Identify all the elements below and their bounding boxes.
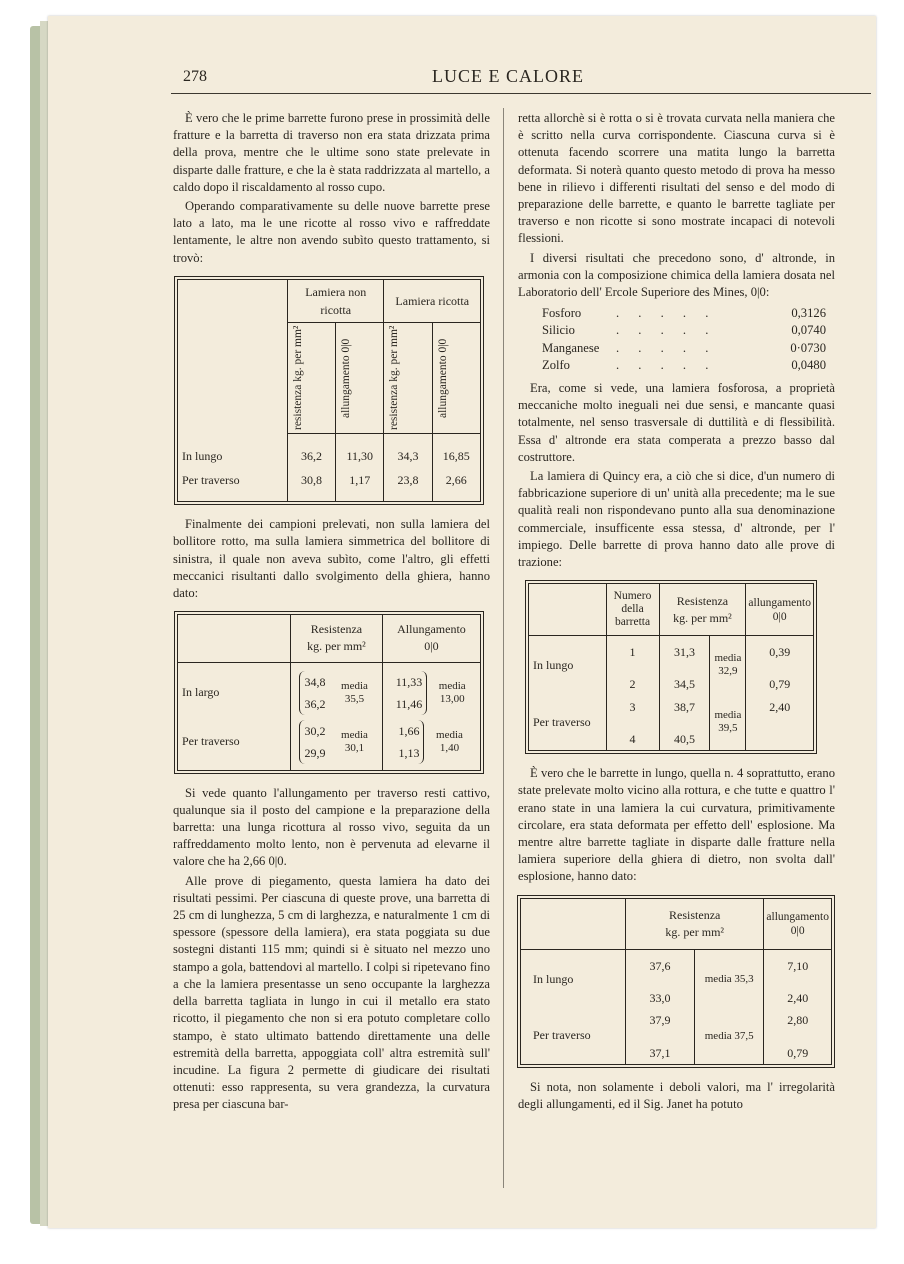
table-cell: 0,79: [746, 662, 813, 694]
table-row: [178, 433, 480, 466]
table-column-header: resistenza kg. per mm²: [291, 325, 304, 431]
table-cell: 16,85: [432, 433, 480, 466]
table-cell: 29,9: [304, 745, 326, 760]
table-cell: 2,40: [746, 695, 813, 717]
table-cell: 34,8: [304, 674, 326, 689]
table-cell: 23,8: [384, 466, 432, 501]
table-column-header: Resistenza: [310, 622, 363, 637]
paragraph: Alle prove di piegamento, questa lamiera ha dato dei risultati pessimi. Per ciascuna di queste prove, una barretta di 25 cm di lunghezza, 5 cm di larghezza, e naturalmente 1 cm di spessore (spessore della lamiera), era stata poggiata su due sostegni distanti 115 mm; quindi si è situato nel mezzo uno stampo a gola, battendovi al martello. I colpi si ripetevano fino a che la lamiera presentasse un seno occupante la larghezza della barretta tagliata in lungo in cui il metallo era stato ricotto, il piegamento che non si era potuto completare collo stampo, è stato ultimato battendo direttamente una delle estremità della barretta, appoggiata coll' altra estremità sull' incudine. La figura 2 permette di giudicare dei risultati ottenuti: esso rappresenta, su vera grandezza, la curvatura presa per ciascuna bar-: [173, 873, 490, 1112]
table-media: media 35,5: [341, 679, 368, 705]
element-name: Silicio: [542, 323, 575, 338]
element-name: Zolfo: [542, 357, 570, 372]
table-media: media 35,3: [695, 949, 764, 1008]
table-cell: 11,30: [336, 433, 384, 466]
element-value: 0·0730: [790, 340, 826, 355]
table-cell: 36,2: [304, 696, 326, 711]
table-cell: 11,46: [395, 696, 423, 711]
table-column-header: allungamento 0|0: [436, 338, 449, 418]
left-column: [173, 110, 490, 1116]
paragraph: Operando comparativamente su delle nuove barrette prese lato a lato, ma le une ricotte al rosso vivo e raffreddate lentamente, le altre non avendo subìto questo trattamento, si trovò:: [173, 199, 490, 265]
table-annealing: [177, 279, 481, 502]
list-item: Zolfo . . . . . 0,0480: [542, 357, 835, 374]
element-value: 0,0740: [791, 323, 826, 338]
table-cell: 38,7: [659, 695, 710, 717]
paragraph: Si nota, non solamente i deboli valori, ma l' irregolarità degli allungamenti, ed il Sig. Janet ha potuto: [518, 1079, 835, 1111]
page-number: 278: [183, 68, 207, 85]
header-rule: [171, 93, 871, 94]
table-column-header-unit: kg. per mm²: [665, 924, 724, 939]
table-cell: 0,39: [746, 636, 813, 663]
table-media: media 39,5: [710, 695, 746, 750]
table-row: [529, 636, 813, 663]
table-group-header: Lamiera ricotta: [384, 280, 480, 323]
paragraph: Si vede quanto l'allungamento per traverso resti cattivo, qualunque sia il posto del campione e la preparazione della barretta: una lunga ricottura al rosso vivo, seguita da un raffreddamento molto lento, non è pervenuta ad elevarne il valore che ha 2,66 0|0.: [173, 785, 490, 869]
table-column-header: Resistenza: [669, 907, 721, 922]
table-column-header-unit: kg. per mm²: [307, 639, 366, 654]
paragraph: La lamiera di Quincy era, a ciò che si dice, d'un numero di fabbricazione superiore di un' unità alla precedente; ma le sue qualità reali non rispondevano punto alla sua denominazione commerciale, insufficente essa stessa, d' altronde, per l' impiego. Delle barrette di prova hanno dato alle prove di trazione:: [518, 469, 835, 570]
table-media: media 30,1: [341, 728, 368, 754]
table-quincy-traction: [528, 583, 814, 751]
table-cell: 34,3: [384, 433, 432, 466]
row-label: In lungo: [529, 636, 606, 695]
list-item: Fosforo . . . . . 0,3126: [542, 305, 835, 322]
table-media: media 1,40: [436, 728, 463, 754]
paragraph: I diversi risultati che precedono sono, d' altronde, in armonia con la composizione chimica della lamiera dosata nel Laboratorio dell' Ercole Superiore des Mines, 0|0:: [518, 250, 835, 300]
table-cell: 2,80: [764, 1008, 831, 1030]
table-cell: 30,8: [287, 466, 335, 501]
row-label: In largo: [182, 685, 220, 700]
journal-page: [48, 16, 876, 1228]
table-symmetric-plate: [177, 614, 481, 770]
paragraph: È vero che le barrette in lungo, quella n. 4 soprattutto, erano state prelevate molto vicino alla rottura, e che tutte e quattro l' erano state in una lamiera la cui curvatura, primitivamente circolare, era stata deformata per effetto dell' esplosione. Ma mentre altre barrette tagliate in disparte dalle fratture nella lamiera superiore della ghiera di dietro, non svolta dall' esplosione, hanno dato:: [518, 766, 835, 884]
table-media: media 32,9: [710, 636, 746, 695]
element-value: 0,0480: [791, 357, 826, 372]
table-column-header: allungamento 0|0: [340, 338, 353, 418]
paragraph: Era, come si vede, una lamiera fosforosa, a proprietà meccaniche molto ineguali nei due sensi, e mancante quasi totalmente, nel senso trasversale di duttilità e di flessibilità. Essa d' altronde era stata comperata a prezzo basso dal costruttore.: [518, 381, 835, 464]
table-column-header-unit: kg. per mm²: [673, 610, 732, 625]
table-media: media 37,5: [695, 1008, 764, 1063]
table-cell: 37,6: [626, 949, 695, 976]
table-cell: 40,5: [659, 717, 710, 750]
table-column-header: Numero della barretta: [606, 584, 659, 636]
table-row: [178, 466, 480, 501]
table-group-header: Lamiera non ricotta: [287, 280, 383, 323]
row-label: Per traverso: [182, 473, 240, 488]
table-column-header: allungamento 0|0: [764, 899, 831, 950]
table-cell: 3: [606, 695, 659, 717]
table-cell: 37,9: [626, 1008, 695, 1030]
table-cell: 2: [606, 662, 659, 694]
table-row: [521, 1008, 831, 1030]
table-media: media 13,00: [438, 679, 466, 705]
table-rear-ring: [520, 898, 832, 1065]
paragraph: È vero che le prime barrette furono prese in prossimità delle fratture e la barretta di traverso non era stata drizzata prima della prova, mentre che le ultime sono state prelevate in disparte dalle fratture, e che la è stata raddrizzata al martello, a caldo dopo il riscaldamento al rosso cupo.: [173, 111, 490, 194]
table-cell: 1: [606, 636, 659, 663]
row-label: In lungo: [533, 971, 574, 986]
table-column-header: Allungamento: [397, 622, 466, 637]
column-rule: [503, 108, 504, 1188]
table-cell: 1,17: [336, 466, 384, 501]
element-value: 0,3126: [791, 306, 826, 321]
table-cell: 0,79: [764, 1031, 831, 1064]
table-cell: 33,0: [626, 976, 695, 1008]
table-column-header: Resistenza: [676, 593, 729, 608]
table-row: [178, 716, 480, 770]
row-label: Per traverso: [533, 1028, 591, 1043]
table-cell: 36,2: [287, 433, 335, 466]
row-label: Per traverso: [529, 695, 606, 750]
table-cell: [746, 717, 813, 750]
paragraph: retta allorchè si è rotta o si è trovata curvata nella maniera che è scritto nella curva corrispondente. Ciascuna curva si è ottenuta facendo scorrere una matita lungo la barretta deformata. Si noterà quanto questo metodo di prova ha messo bene in rilievo i differenti risultati del senso e del modo di preparazione delle barrette, e quanto le barrette tagliate per traverso e non ricotte si sono mostrate incapaci di notevoli flessioni.: [518, 111, 835, 246]
table-row: [178, 662, 480, 716]
paragraph: Finalmente dei campioni prelevati, non sulla lamiera del bollitore rotto, ma sulla lamiera simmetrica del bollitore di sinistra, il quale non aveva subìto, come l'altro, gli effetti meccanici risultanti dallo svolgimento della ghiera, hanno dato:: [173, 517, 490, 601]
table-cell: 2,66: [432, 466, 480, 501]
row-label: Per traverso: [182, 734, 240, 749]
list-item: Silicio . . . . . 0,0740: [542, 322, 835, 339]
table-column-header-unit: 0|0: [424, 639, 439, 654]
table-cell: 31,3: [659, 636, 710, 663]
table-cell: 11,33: [395, 674, 423, 689]
table-column-header: allungamento 0|0: [746, 584, 813, 636]
row-label: In lungo: [182, 448, 223, 463]
table-column-header: resistenza kg. per mm²: [388, 325, 401, 431]
table-row: [529, 695, 813, 717]
table-cell: 1,66: [398, 723, 420, 738]
table-cell: 37,1: [626, 1031, 695, 1064]
right-column: [518, 110, 835, 1115]
table-cell: 30,2: [304, 723, 326, 738]
table-cell: 2,40: [764, 976, 831, 1008]
table-cell: 4: [606, 717, 659, 750]
table-cell: 1,13: [398, 745, 420, 760]
element-name: Fosforo: [542, 306, 582, 321]
list-item: Manganese . . . . . 0·0730: [542, 340, 835, 357]
table-row: [521, 949, 831, 976]
running-head: LUCE E CALORE: [432, 66, 584, 86]
table-cell: 34,5: [659, 662, 710, 694]
chemical-composition: [542, 305, 835, 374]
element-name: Manganese: [542, 340, 600, 355]
table-cell: 7,10: [764, 949, 831, 976]
